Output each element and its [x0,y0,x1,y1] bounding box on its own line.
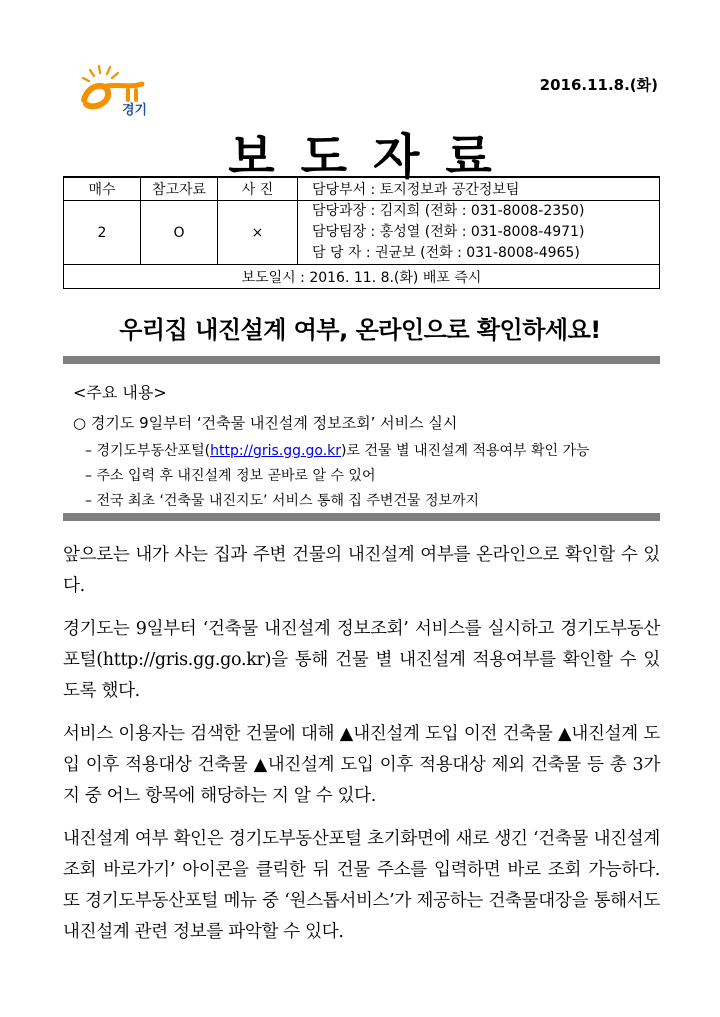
summary-point-portal [85,440,590,460]
contact-officer: 담 당 자 : 권균보 (전화 : 031-8008-4965) [312,245,580,261]
sun-rays-icon [83,66,118,81]
contacts-cell [298,201,660,265]
summary-point-portal-pre: – 경기도부동산포털( [85,443,211,459]
photo-header: 사 진 [218,177,298,201]
summary-point-map: – 전국 최초 ‘건축물 내진지도’ 서비스 통해 집 주변건물 정보까지 [85,493,480,509]
department-cell: 담당부서 : 토지정보과 공간정보팀 [298,177,660,201]
summary-point-portal-post: )로 건물 별 내진설계 적용여부 확인 가능 [341,443,590,459]
summary-main-point: ○ 경기도 9일부터 ‘건축물 내진설계 정보조회’ 서비스 실시 [73,414,458,432]
pages-value: 2 [64,201,141,265]
contact-team-lead: 담당팀장 : 홍성열 (전화 : 031-8008-4971) [312,224,585,240]
summary-box [63,356,660,521]
paragraph: 내진설계 여부 확인은 경기도부동산포털 초기화면에 새로 생긴 ‘건축물 내진설계 조회 바로가기’ 아이콘을 클릭한 뒤 건물 주소를 입력하면 바로 조회 가능하다. 또 경기도부동산포털 메뉴 중 ‘원스톱서비스’가 제공하는 건축물대장을 통해서도 내진설계 관련 정보를 파악할 수 있다. [63,829,660,942]
reference-header: 참고자료 [141,177,218,201]
pages-header: 매수 [64,177,141,201]
gyeonggi-logo [78,64,168,120]
summary-point-address: – 주소 입력 후 내진설계 정보 곧바로 알 수 있어 [85,468,376,484]
summary-label: <주요 내용> [73,383,167,402]
headline: 우리집 내진설계 여부, 온라인으로 확인하세요! [119,316,601,344]
paragraph: 경기도는 9일부터 ‘건축물 내진설계 정보조회’ 서비스를 실시하고 경기도부동산포털(http://gris.gg.go.kr)을 통해 건물 별 내진설계 적용여부를 확인할 수 있도록 했다. [63,619,660,701]
svg-text:경기: 경기 [122,103,148,118]
press-info-table [63,176,660,289]
document-title: 보도자료 [228,129,518,185]
article-body [63,540,660,960]
contact-manager: 담당과장 : 김지희 (전화 : 031-8008-2350) [312,203,585,219]
reference-value: O [141,201,218,265]
release-date: 2016.11.8.(화) [539,76,658,94]
portal-link[interactable]: http://gris.gg.go.kr [210,443,342,459]
release-time: 보도일시 : 2016. 11. 8.(화) 배포 즉시 [64,265,660,289]
photo-value: × [218,201,298,265]
paragraph: 서비스 이용자는 검색한 건물에 대해 ▲내진설계 도입 이전 건축물 ▲내진설계 도입 이후 적용대상 건축물 ▲내진설계 도입 이후 적용대상 제외 건축물 등 총 3가지 중 어느 항목에 해당하는 지 알 수 있다. [63,724,660,806]
paragraph: 앞으로는 내가 사는 집과 주변 건물의 내진설계 여부를 온라인으로 확인할 수 있다. [63,545,660,596]
